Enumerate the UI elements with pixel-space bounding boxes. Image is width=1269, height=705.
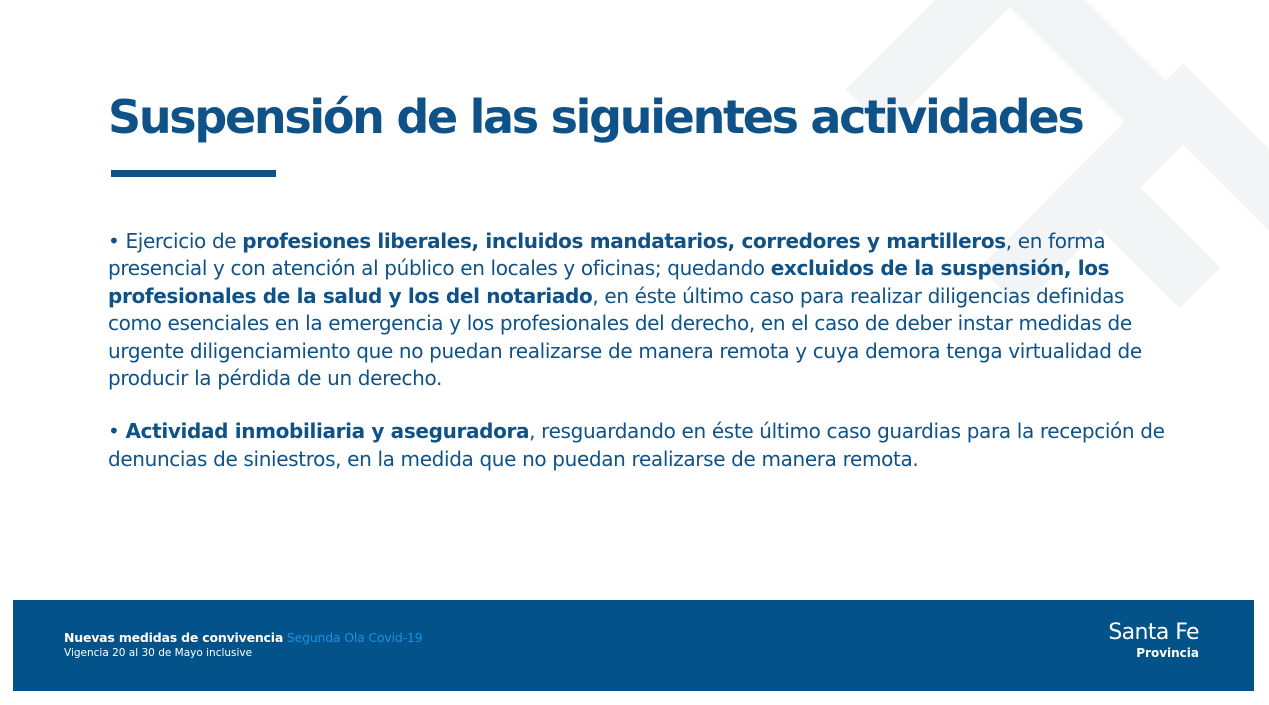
- item-text-bold: excluidos de la suspensión, los profesionales de la salud y los del notariado: [108, 256, 1110, 308]
- slide-title: Suspensión de las siguientes actividades: [108, 90, 1083, 144]
- bullet-item: [108, 418, 1168, 473]
- logo-main-text: Santa Fe: [1108, 620, 1199, 645]
- bullet-icon: •: [108, 419, 120, 444]
- bullet-item: [108, 228, 1168, 392]
- item-text-bold: Actividad inmobiliaria y aseguradora: [125, 419, 530, 444]
- item-text: , resguardando en éste último caso guardias para la recepción de denuncias de siniestros, en la medida que no puedan realizarse de manera remota.: [108, 419, 1165, 471]
- logo-sub-text: Provincia: [1136, 646, 1199, 660]
- bullet-icon: •: [108, 229, 120, 253]
- item-text: Ejercicio de: [119, 229, 243, 253]
- item-text-bold: profesiones liberales, incluidos mandatarios, corredores y martilleros: [242, 229, 1006, 253]
- slide-body: [108, 228, 1168, 499]
- item-text: , en forma presencial y con atención al público en locales y oficinas; quedando: [108, 229, 1106, 281]
- title-underline: [111, 170, 276, 177]
- footer-title-accent: Segunda Ola Covid-19: [286, 630, 423, 645]
- footer-subtitle: Vigencia 20 al 30 de Mayo inclusive: [64, 647, 253, 659]
- footer-title: [64, 630, 422, 645]
- chevron-shape: [1072, 104, 1269, 215]
- santa-fe-logo: [1108, 620, 1199, 660]
- footer-bar: [13, 600, 1254, 691]
- item-text: , en éste último caso para realizar diligencias definidas como esenciales en la emergencia y los profesionales del derecho, en el caso de deber instar medidas de urgente diligenciamiento que no puedan realizarse de manera remota y cuya demora tenga virtualidad de producir la pérdida de un derecho.: [108, 283, 1142, 391]
- footer-title-bold: Nuevas medidas de convivencia: [64, 630, 284, 645]
